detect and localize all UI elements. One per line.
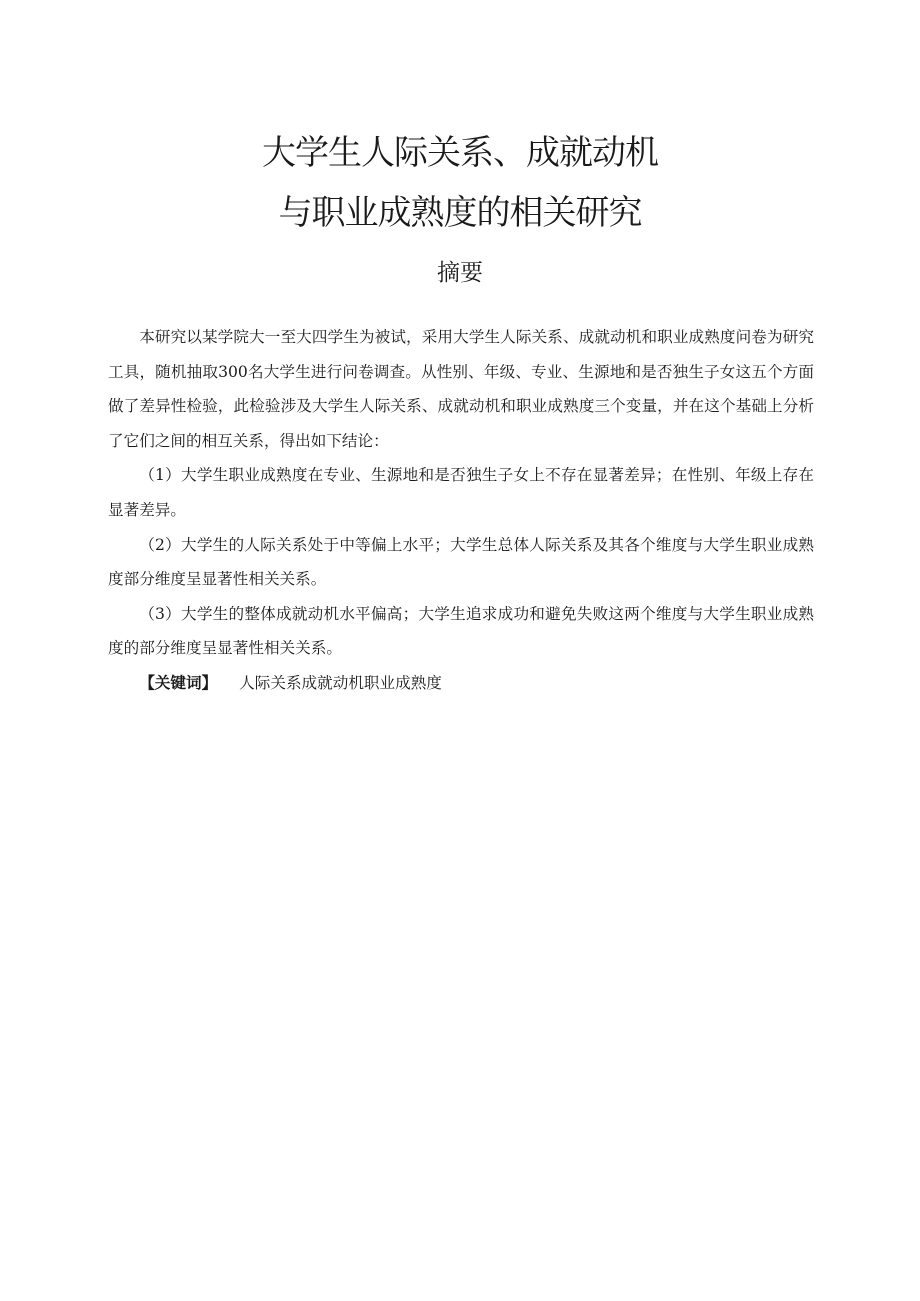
document-title-line-1: 大学生人际关系、成就动机: [262, 133, 658, 173]
abstract-body: [108, 320, 814, 701]
abstract-paragraph-intro: 本研究以某学院大一至大四学生为被试，采用大学生人际关系、成就动机和职业成熟度问卷为研究工具，随机抽取300名大学生进行问卷调查。从性别、年级、专业、生源地和是否独生子女这五个方面做了差异性检验，此检验涉及大学生人际关系、成就动机和职业成熟度三个变量，并在这个基础上分析了它们之间的相互关系，得出如下结论：: [108, 328, 814, 450]
keywords-value: 人际关系成就动机职业成熟度: [239, 673, 442, 692]
keywords-label: 【关键词】: [139, 673, 218, 692]
abstract-paragraph-conclusion-1: （1）大学生职业成熟度在专业、生源地和是否独生子女上不存在显著差异；在性别、年级上存在显著差异。: [108, 466, 814, 519]
keywords-line: [108, 666, 814, 701]
document-title-line-2: 与职业成熟度的相关研究: [278, 193, 642, 233]
abstract-paragraph-conclusion-2: （2）大学生的人际关系处于中等偏上水平；大学生总体人际关系及其各个维度与大学生职业成熟度部分维度呈显著性相关关系。: [108, 535, 814, 589]
abstract-heading: 摘要: [437, 260, 483, 286]
abstract-paragraph-conclusion-3: （3）大学生的整体成就动机水平偏高；大学生追求成功和避免失败这两个维度与大学生职业成熟度的部分维度呈显著性相关关系。: [108, 604, 814, 658]
